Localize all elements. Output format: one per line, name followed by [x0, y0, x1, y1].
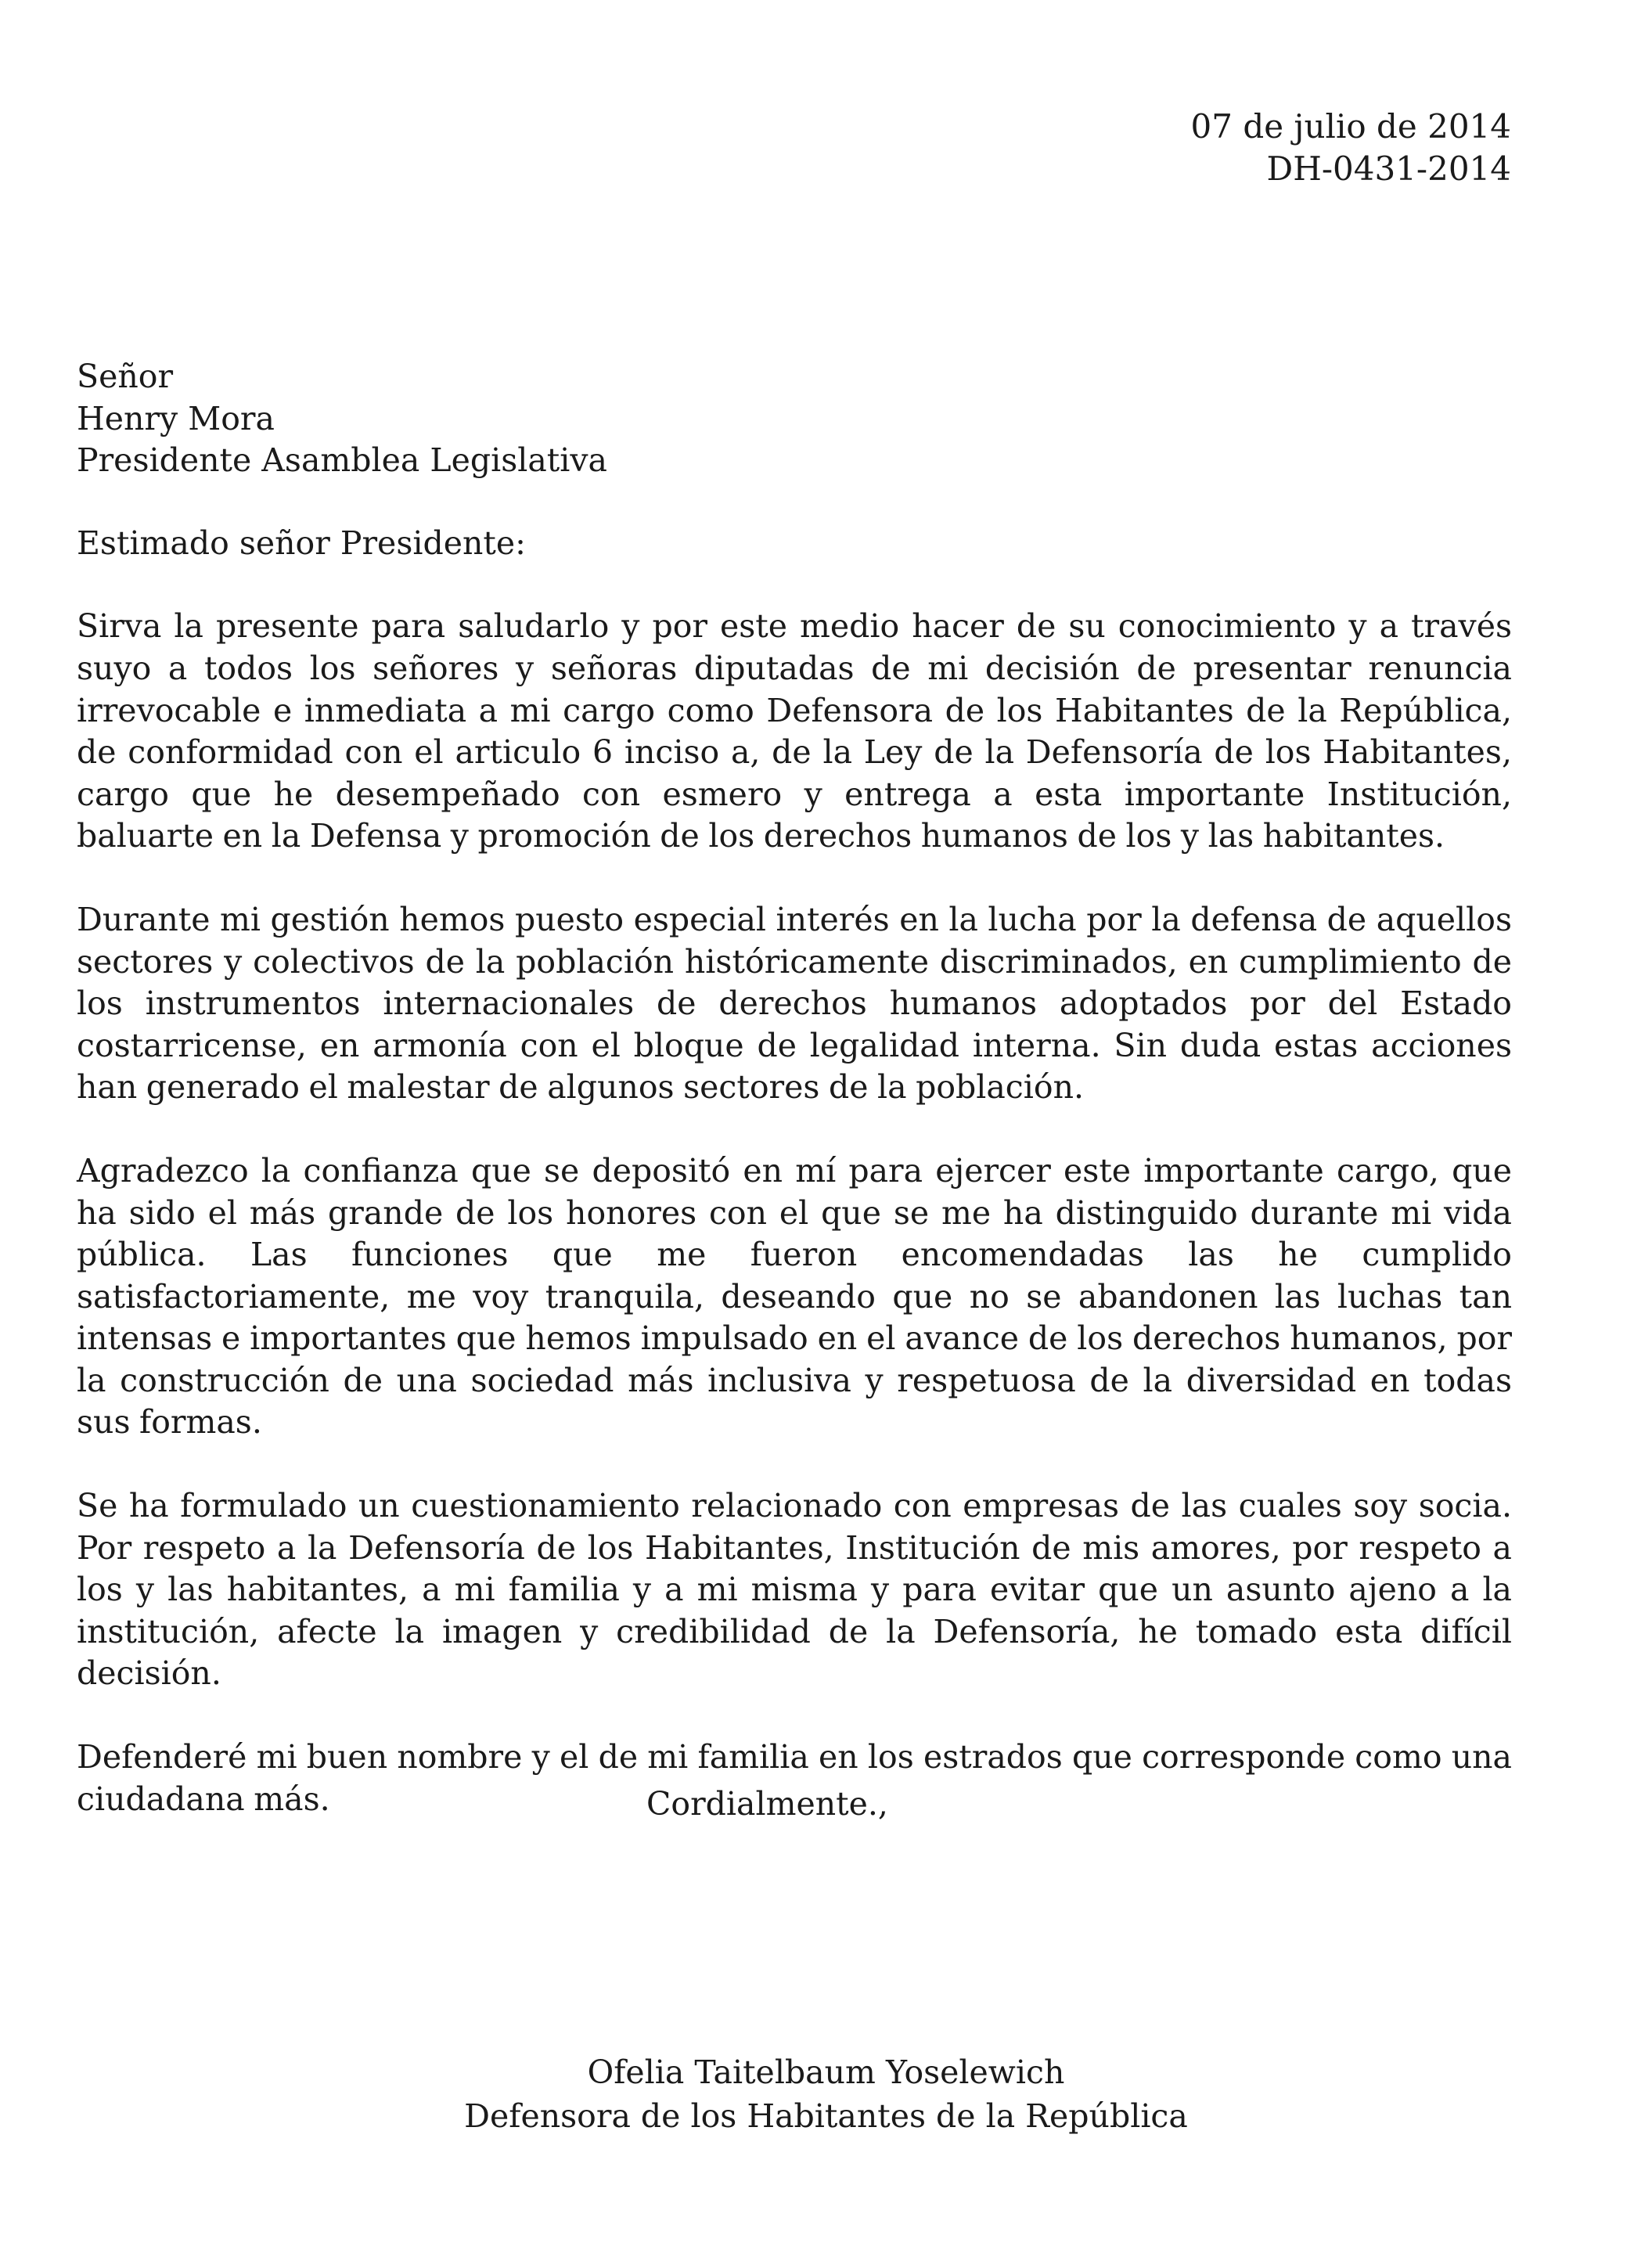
salutation: Estimado señor Presidente:	[77, 524, 526, 562]
paragraph-4: Se ha formulado un cuestionamiento relacionado con empresas de las cuales soy socia. Por respeto a la Defensoría de los Habitantes, Institución de mis amores, por respeto a los y las habitantes, a mi familia y a mi misma y para evitar que un asunto ajeno a la institución, afecte la imagen y credibilidad de la Defensoría, he tomado esta difícil decisión.	[77, 1487, 1512, 1693]
letter-header	[1191, 106, 1511, 190]
addressee-title: Señor	[77, 358, 174, 395]
paragraph-1: Sirva la presente para saludarlo y por este medio hacer de su conocimiento y a través suyo a todos los señores y señoras diputadas de mi decisión de presentar renuncia irrevocable e inmediata a mi cargo como Defensora de los Habitantes de la República, de conformidad con el articulo 6 inciso a, de la Ley de la Defensoría de los Habitantes, cargo que he desempeñado con esmero y entrega a esta importante Institución, baluarte en la Defensa y promoción de los derechos humanos de los y las habitantes.	[77, 607, 1512, 855]
addressee-block	[77, 356, 1512, 482]
signature-position: Defensora de los Habitantes de la República	[464, 2097, 1188, 2135]
paragraph-5: Defenderé mi buen nombre y el de mi familia en los estrados que corresponde como una ciudadana más.	[77, 1738, 1512, 1818]
addressee-name: Henry Mora	[77, 399, 275, 437]
closing-block	[0, 1783, 1652, 1825]
letter-date: 07 de julio de 2014	[1190, 107, 1511, 146]
closing-text: Cordialmente.,	[646, 1785, 888, 1823]
letter-body	[77, 356, 1512, 1820]
addressee-position: Presidente Asamblea Legislativa	[77, 441, 608, 480]
signature-name: Ofelia Taitelbaum Yoselewich	[587, 2053, 1065, 2091]
paragraph-3: Agradezco la confianza que se depositó en mí para ejercer este importante cargo, que ha sido el más grande de los honores con el que se me ha distinguido durante mi vida pública. Las funciones que me fueron encomendadas las he cumplido satisfactoriamente, me voy tranquila, deseando que no se abandonen las luchas tan intensas e importantes que hemos impulsado en el avance de los derechos humanos, por la construcción de una sociedad más inclusiva y respetuosa de la diversidad en todas sus formas.	[77, 1151, 1512, 1442]
letter-reference: DH-0431-2014	[1266, 149, 1511, 188]
paragraph-2: Durante mi gestión hemos puesto especial interés en la lucha por la defensa de aquellos sectores y colectivos de la población históricamente discriminados, en cumplimiento de los instrumentos internacionales de derechos humanos adoptados por del Estado costarricense, en armonía con el bloque de legalidad interna. Sin duda estas acciones han generado el malestar de algunos sectores de la población.	[77, 900, 1512, 1107]
signature-block	[0, 2050, 1652, 2138]
